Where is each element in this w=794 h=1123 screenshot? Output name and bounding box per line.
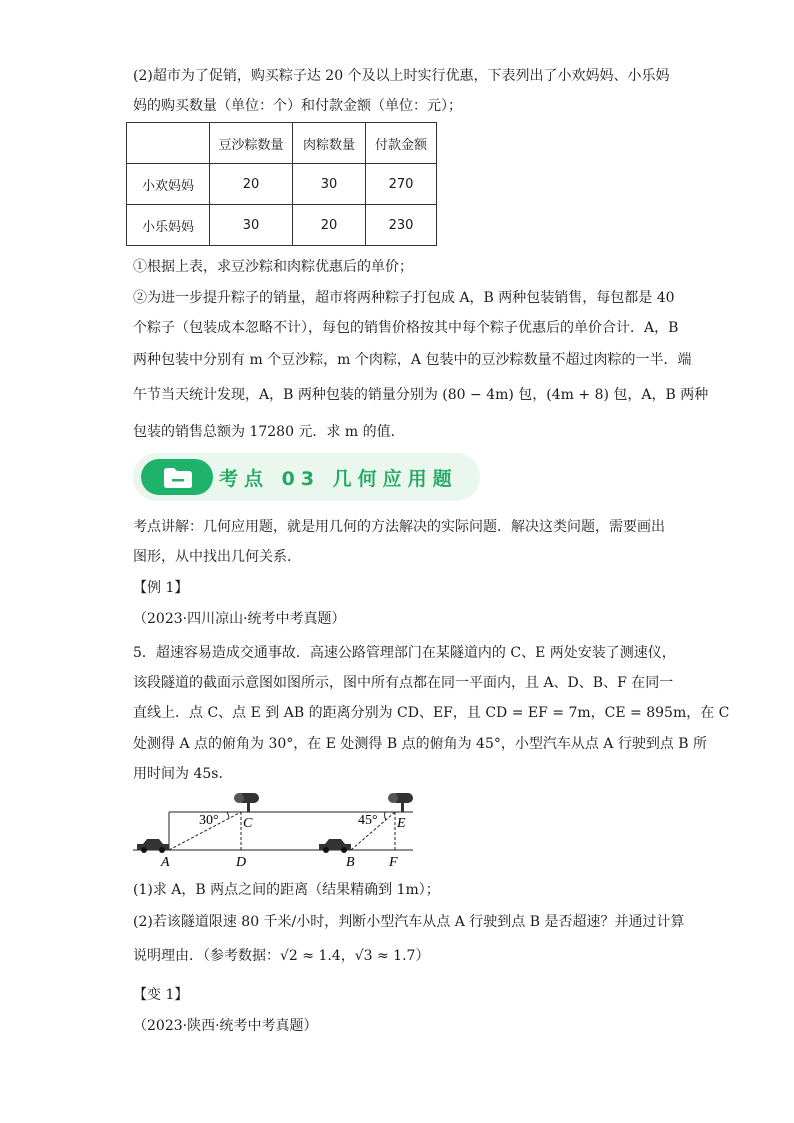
point-label-d: D	[236, 855, 247, 870]
table-cell: 230	[366, 205, 437, 246]
table-cell: 20	[293, 205, 366, 246]
table-row	[127, 205, 437, 246]
car-icon-a	[137, 839, 169, 853]
example-label: 【例 1】	[133, 580, 189, 596]
table-header-cell: 付款金额	[366, 123, 437, 164]
table-header-row	[127, 123, 437, 164]
table-cell: 30	[293, 164, 366, 205]
question-2-line3: 两种包装中分别有 m 个豆沙粽，m 个肉粽，A 包装中的豆沙粽数量不超过肉粽的一半．端	[133, 352, 692, 368]
table-cell: 小乐妈妈	[127, 205, 210, 246]
variant-label: 【变 1】	[133, 987, 189, 1003]
explain-line2: 图形，从中找出几何关系．	[133, 549, 301, 565]
problem5-line1: 5．超速容易造成交通事故．高速公路管理部门在某隧道内的 C、E 两处安装了测速仪，	[133, 645, 676, 661]
problem5-line3: 直线上．点 C、点 E 到 AB 的距离分别为 CD、EF，且 CD = EF = 7m，CE = 895m，在 C	[133, 705, 730, 721]
car-icon-b	[319, 839, 351, 853]
variant-source: （2023·陕西·统考中考真题）	[133, 1018, 318, 1034]
problem5-line5: 用时间为 45s．	[133, 766, 233, 782]
problem5-line2: 该段隧道的截面示意图如图所示，图中所有点都在同一平面内，且 A、D、B、F 在同一	[133, 675, 674, 691]
explain-line1: 考点讲解：几何应用题，就是用几何的方法解决的实际问题．解决这类问题，需要画出	[133, 519, 665, 535]
angle-arc-30	[227, 812, 229, 818]
angle-label-45: 45°	[358, 813, 378, 828]
point-label-c: C	[243, 816, 253, 831]
point-label-f: F	[389, 855, 398, 870]
question-2-line1: ②为进一步提升粽子的销量，超市将两种粽子打包成 A，B 两种包装销售，每包都是 40	[133, 290, 675, 306]
question-2-line2: 个粽子（包装成本忽略不计），每包的销售价格按其中每个粽子优惠后的单价合计．A，B	[133, 320, 679, 336]
table-cell: 270	[366, 164, 437, 205]
table-cell: 30	[210, 205, 293, 246]
example-source: （2023·四川凉山·统考中考真题）	[133, 611, 346, 627]
question-1: ①根据上表，求豆沙粽和肉粽优惠后的单价；	[133, 259, 413, 275]
sub-question-2-line2: 说明理由．（参考数据：√2 ≈ 1.4，√3 ≈ 1.7）	[133, 948, 430, 964]
camera-icon-c	[234, 793, 259, 812]
table-header-cell	[127, 123, 210, 164]
point-label-e: E	[397, 816, 406, 831]
problem5-line4: 处测得 A 点的俯角为 30°，在 E 处测得 B 点的俯角为 45°，小型汽车从点 A 行驶到点 B 所	[133, 736, 708, 752]
point-label-a: A	[161, 855, 170, 870]
sub-question-1: (1)求 A，B 两点之间的距离（结果精确到 1m）；	[133, 882, 440, 898]
angle-arc-45	[385, 812, 386, 820]
folder-icon	[163, 467, 193, 489]
camera-icon-e	[388, 793, 413, 812]
price-table	[126, 122, 437, 246]
tunnel-diagram	[133, 790, 418, 870]
question-2-line5: 包装的销售总额为 17280 元．求 m 的值．	[133, 424, 405, 440]
table-cell: 20	[210, 164, 293, 205]
table-row	[127, 164, 437, 205]
part2-line1: (2)超市为了促销，购买粽子达 20 个及以上时实行优惠，下表列出了小欢妈妈、小乐妈	[133, 68, 670, 84]
table-cell: 小欢妈妈	[127, 164, 210, 205]
table-header-cell: 豆沙粽数量	[210, 123, 293, 164]
section-banner	[133, 453, 480, 501]
sub-question-2-line1: (2)若该隧道限速 80 千米/小时，判断小型汽车从点 A 行驶到点 B 是否超速？并通过计算	[133, 914, 685, 930]
angle-label-30: 30°	[199, 813, 219, 828]
table-header-cell: 肉粽数量	[293, 123, 366, 164]
part2-line2: 妈的购买数量（单位：个）和付款金额（单位：元）；	[133, 98, 462, 114]
point-label-b: B	[346, 855, 355, 870]
banner-title: 考点 03 几何应用题	[219, 468, 458, 490]
question-2-line4: 午节当天统计发现，A，B 两种包装的销量分别为 (80 − 4m) 包，(4m + 8) 包，A，B 两种	[133, 387, 709, 403]
